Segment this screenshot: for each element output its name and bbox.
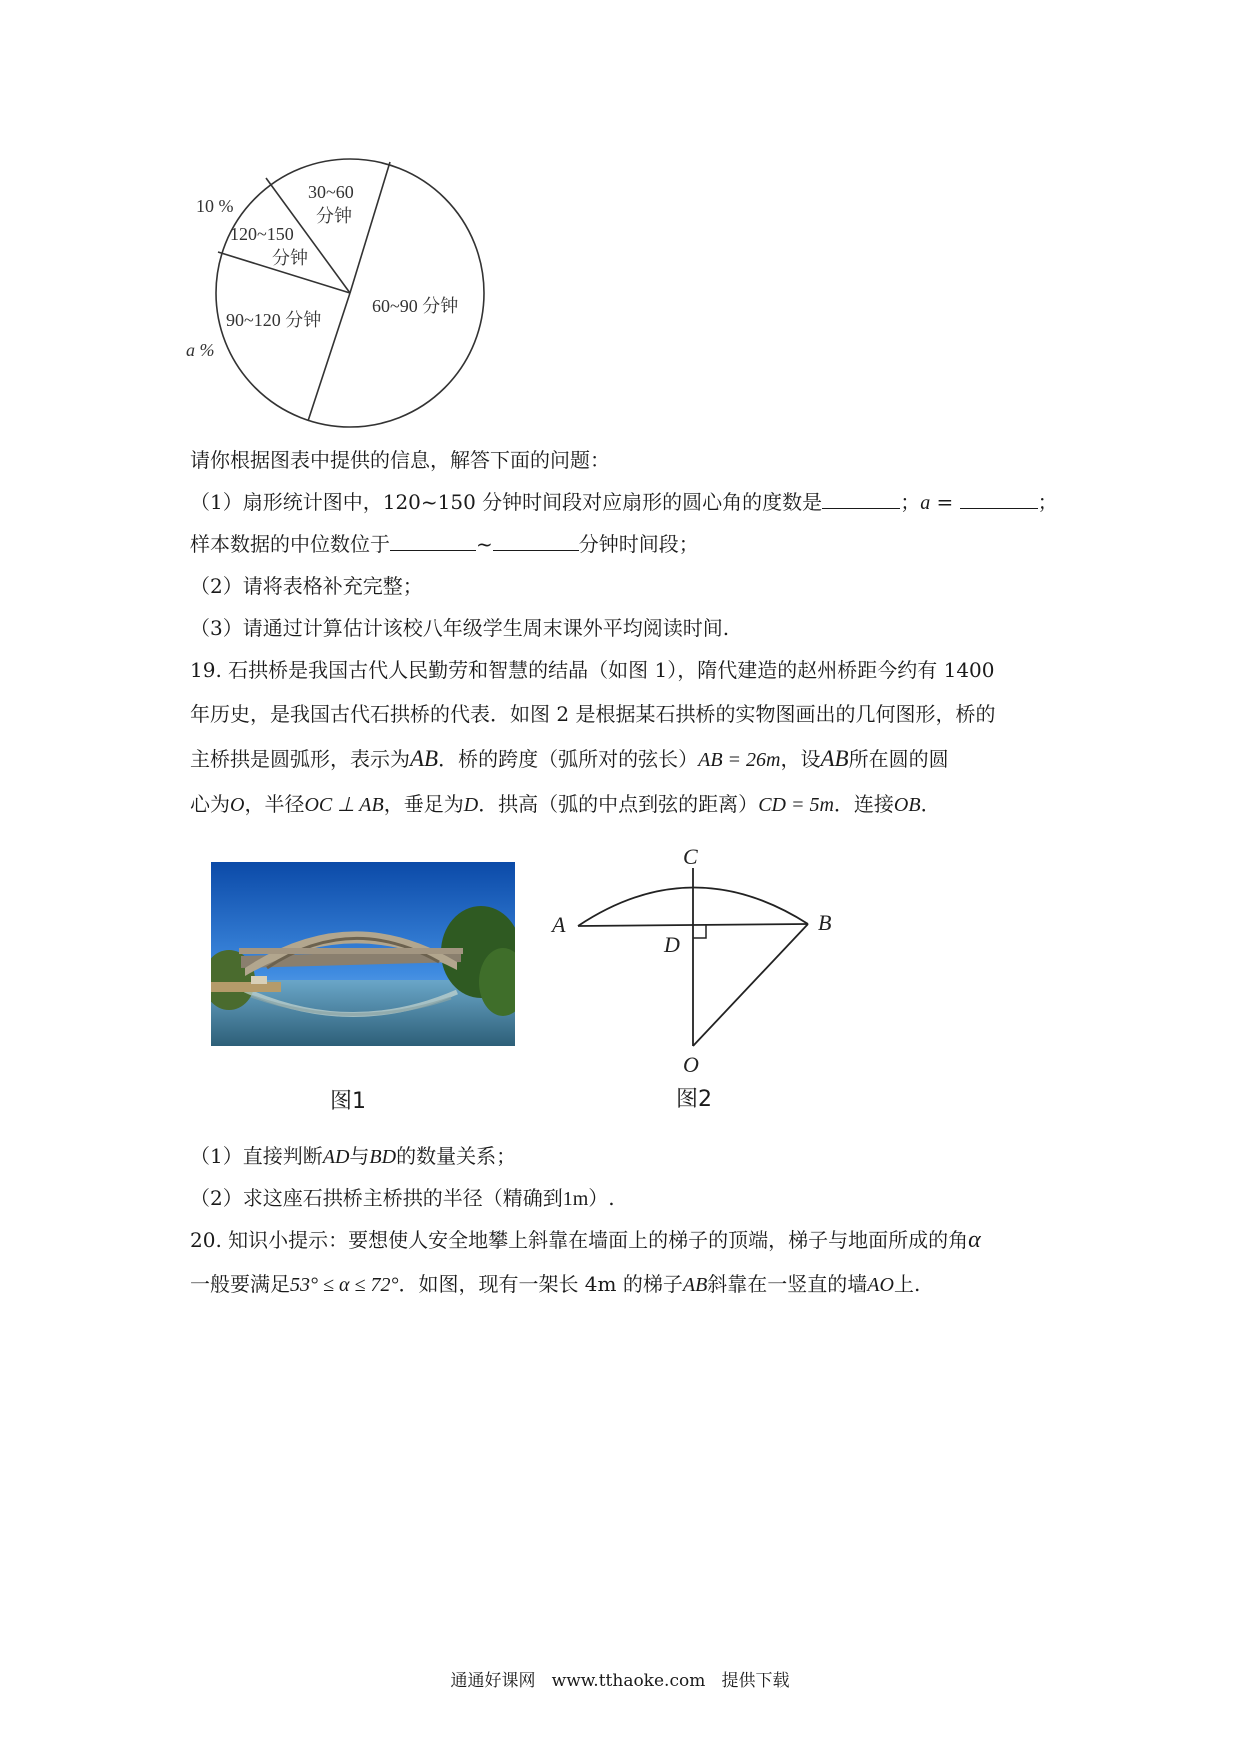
q19-line3: 主桥拱是圆弧形，表示为AB．桥的跨度（弧所对的弦长）AB = 26m，设AB所在圆的圆 (190, 746, 949, 771)
label-a: A (552, 912, 566, 937)
q20-line2: 一般要满足53° ≤ α ≤ 72°．如图，现有一架长 4m 的梯子AB斜靠在一竖直的墙AO上. (190, 1272, 921, 1296)
pie-slice-120-150-line2: 分钟 (272, 248, 308, 268)
figure2-caption: 图2 (676, 1087, 712, 1112)
figure1-caption: 图1 (330, 1089, 366, 1114)
q19-line1: 19. 石拱桥是我国古代人民勤劳和智慧的结晶（如图 1），隋代建造的赵州桥距今约有 1400 (190, 658, 995, 682)
label-d: D (664, 932, 680, 957)
arc-ab-2: AB (820, 746, 849, 771)
q18-part1-line2: 样本数据的中位数位于 ~ 分钟时间段； (190, 532, 699, 556)
pie-slice-90-120: 90~120 分钟 (226, 310, 322, 330)
q18-part3: （3）请通过计算估计该校八年级学生周末课外平均阅读时间. (190, 616, 730, 640)
pie-slice-30-60-line2: 分钟 (316, 206, 352, 226)
q19-part2: （2）求这座石拱桥主桥拱的半径（精确到1m）. (190, 1186, 615, 1210)
q20-line1: 20. 知识小提示：要想使人安全地攀上斜靠在墙面上的梯子的顶端，梯子与地面所成的角α (190, 1227, 981, 1253)
pie-slice-120-150-line1: 120~150 (230, 224, 294, 244)
geometry-diagram (550, 848, 840, 1078)
segment-ob (693, 924, 808, 1046)
q19-line2: 年历史，是我国古代石拱桥的代表．如图 2 是根据某石拱桥的实物图画出的几何图形，桥的 (190, 702, 996, 726)
answer-blank-a (960, 490, 1038, 509)
pie-label-a-pct: a % (186, 340, 215, 360)
q19-line4: 心为O，半径OC ⊥ AB，垂足为D．拱高（弧的中点到弦的距离）CD = 5m．连接OB． (190, 792, 941, 816)
right-angle-mark (693, 925, 706, 938)
page-footer: 通通好课网 www.tthaoke.com 提供下载 (450, 1671, 790, 1691)
q18-intro: 请你根据图表中提供的信息，解答下面的问题： (190, 448, 610, 472)
label-o: O (683, 1052, 699, 1077)
label-b: B (818, 910, 832, 935)
arc-ab-1: AB (410, 746, 439, 771)
q18-part1-text: （1）扇形统计图中，120~150 分钟时间段对应扇形的圆心角的度数是 (190, 490, 823, 514)
pie-slice-60-90: 60~90 分钟 (372, 296, 459, 316)
q18-part2: （2）请将表格补充完整； (190, 574, 423, 598)
bridge-photo (211, 862, 515, 1046)
pie-chart (180, 150, 500, 440)
pie-slice-30-60-line1: 30~60 (308, 182, 354, 202)
q18-part1-line1: （1）扇形统计图中，120~150 分钟时间段对应扇形的圆心角的度数是 ；a = ； (190, 490, 1058, 514)
answer-blank-median-low (390, 532, 476, 551)
q19-part1: （1）直接判断AD与BD的数量关系； (190, 1144, 517, 1168)
answer-blank-angle (822, 490, 900, 509)
answer-blank-median-high (493, 532, 579, 551)
label-c: C (683, 848, 698, 869)
pie-divider-top (350, 162, 390, 293)
pie-label-10pct: 10 % (196, 196, 234, 216)
